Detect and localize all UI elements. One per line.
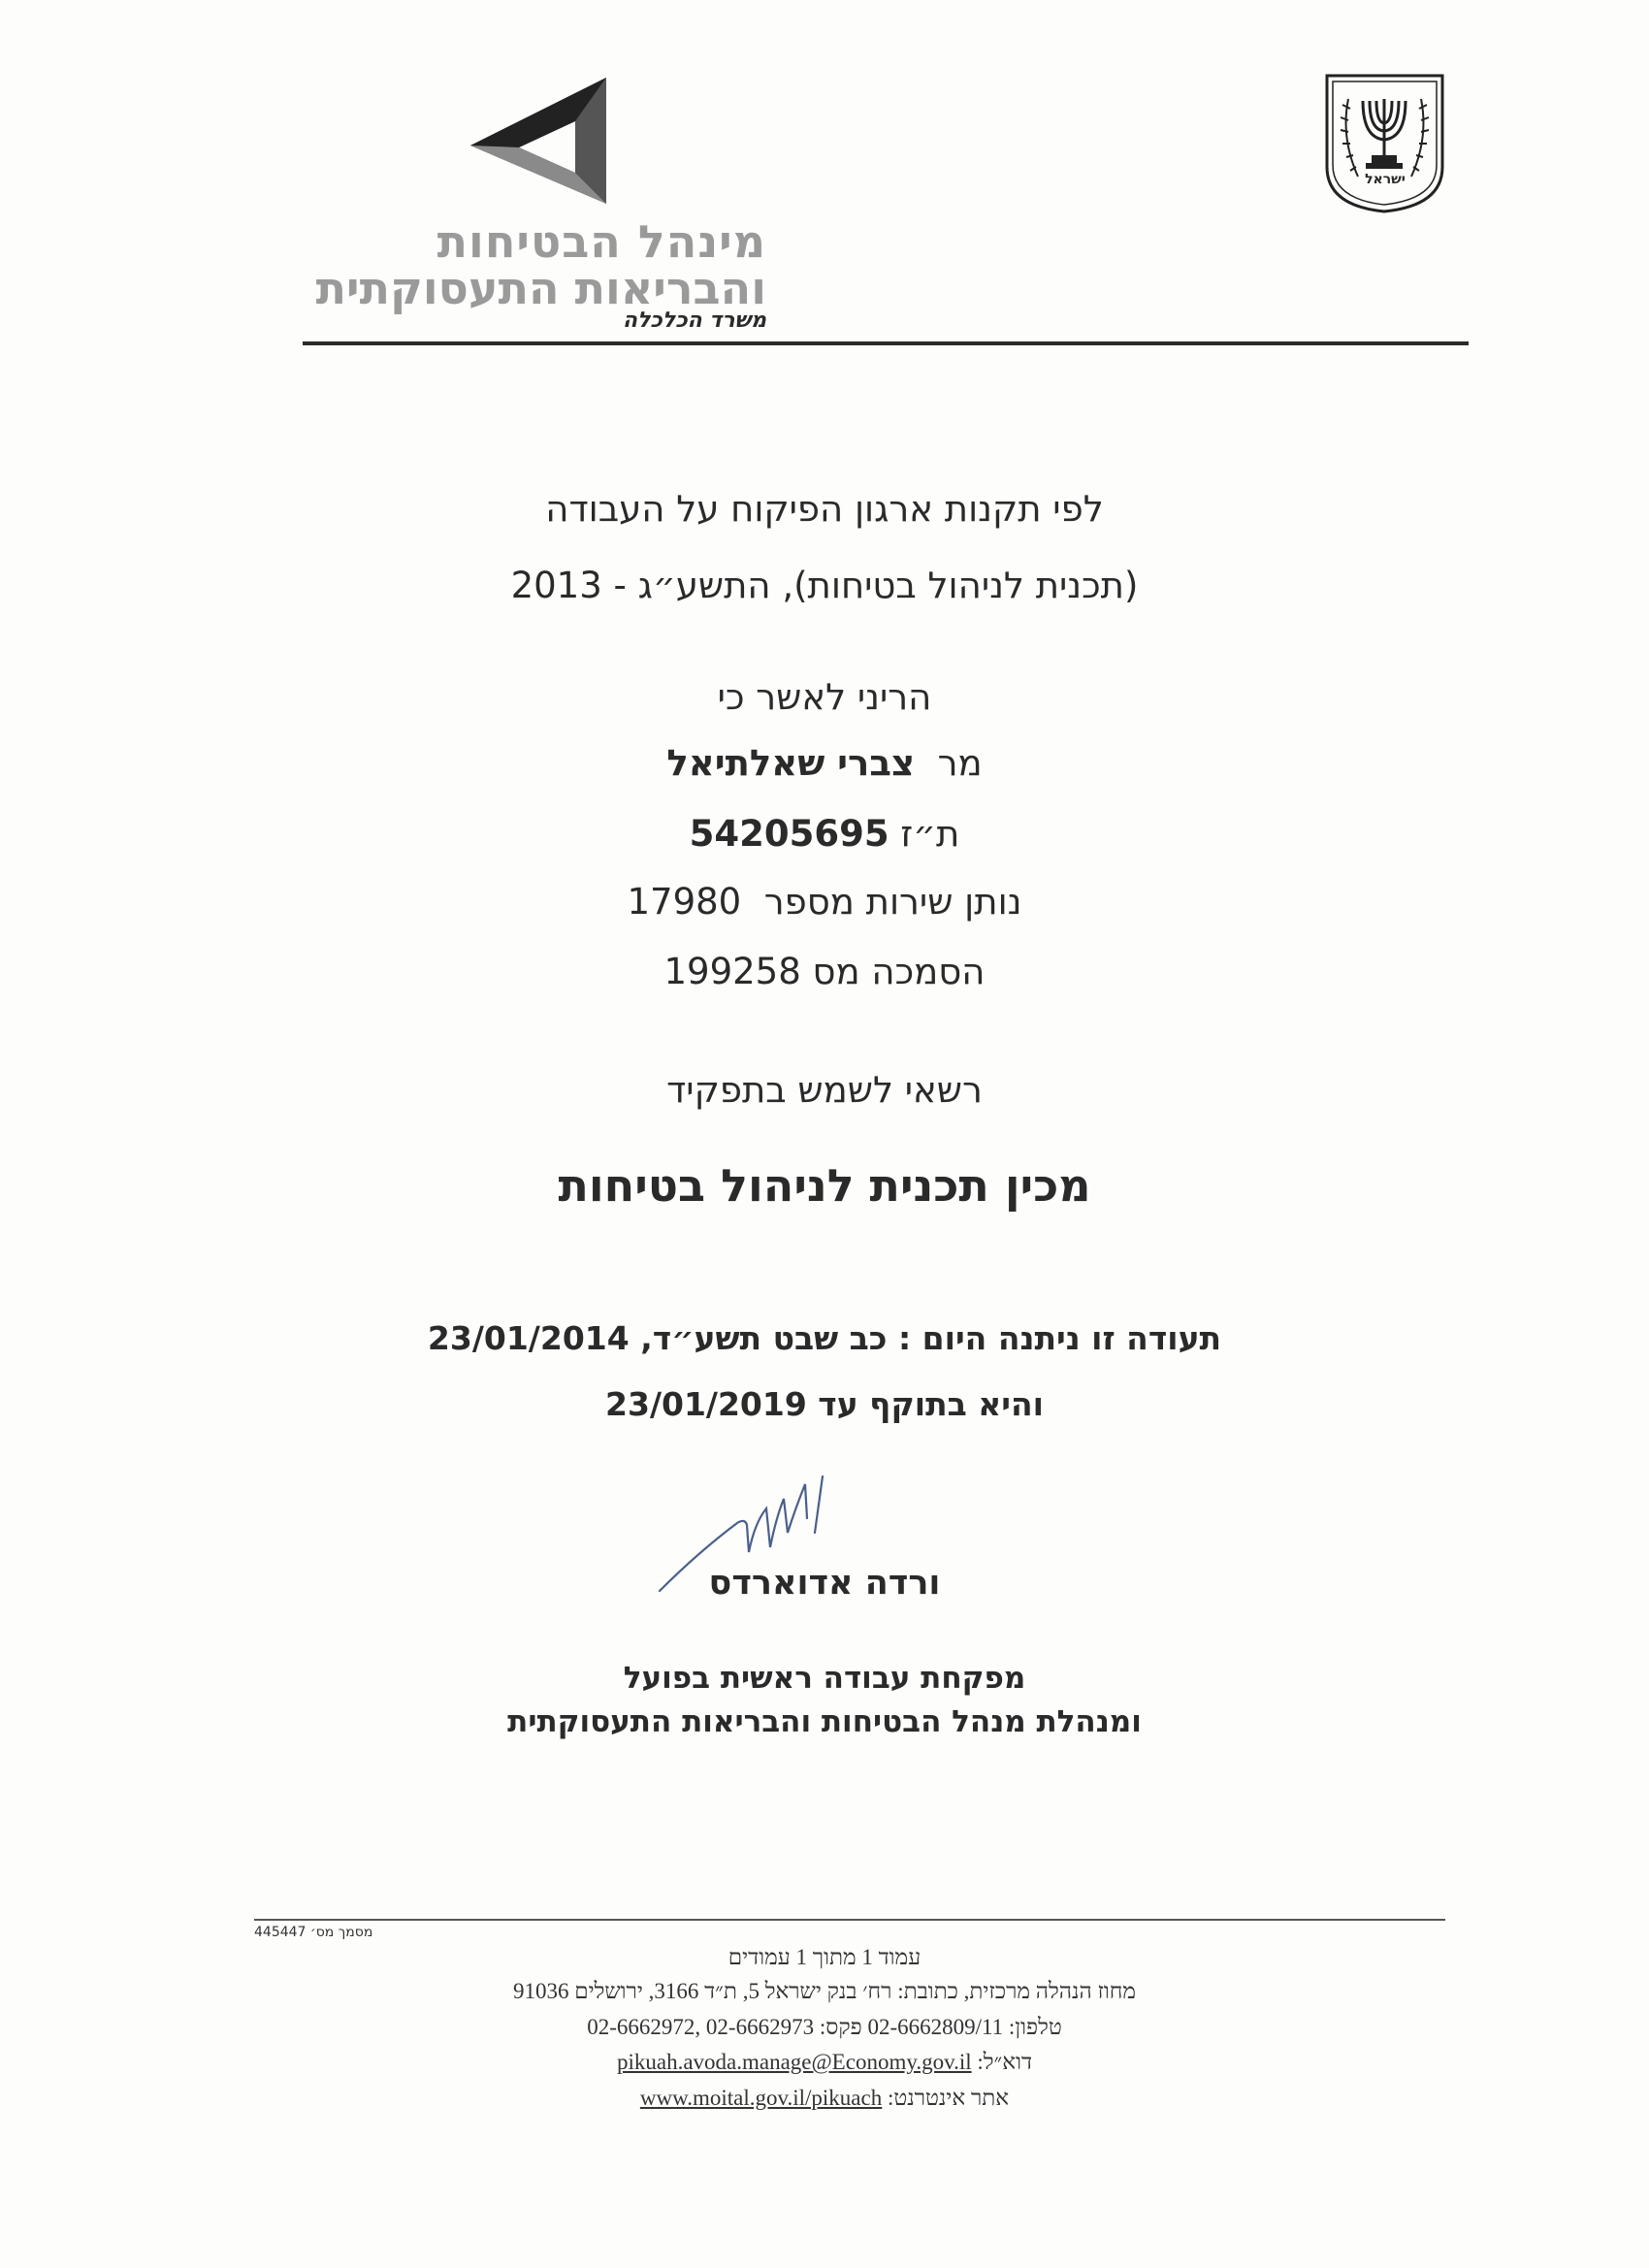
fax-value: 02-6662972, 02-6662973 xyxy=(587,2015,815,2039)
office-address: מחוז הנהלה מרכזית, כתובת: רח׳ בנק ישראל 5, ת״ד 3166, ירושלים 91036 xyxy=(512,1979,1136,2003)
license-prefix: הסמכה מס xyxy=(812,951,986,992)
role-title: מכין תכנית לניהול בטיחות xyxy=(558,1159,1091,1212)
service-number: 17980 xyxy=(627,881,742,923)
license-number: 199258 xyxy=(663,951,801,992)
holder-name: צברי שאלתיאל xyxy=(666,742,916,784)
holder-id-row xyxy=(0,813,1649,855)
signer-name: ורדה אדוארדס xyxy=(708,1564,941,1603)
document-number: מסמך מס׳ 445447 xyxy=(254,1925,373,1940)
phone-fax-row xyxy=(0,2015,1649,2040)
certify-text: הריני לאשר כי xyxy=(717,676,932,718)
regulation-line-1: לפי תקנות ארגון הפיקוח על העבודה xyxy=(545,488,1104,530)
footer-divider xyxy=(254,1919,1445,1921)
signer-title-line2: ומנהלת מנהל הבטיחות והבריאות התעסוקתית xyxy=(507,1704,1142,1739)
header-divider xyxy=(303,341,1469,345)
id-number: 54205695 xyxy=(689,813,889,855)
id-prefix: ת״ז xyxy=(900,813,960,855)
email-label: דוא״ל: xyxy=(977,2050,1033,2074)
signer-title-line1: מפקחת עבודה ראשית בפועל xyxy=(623,1661,1026,1696)
service-provider-row xyxy=(0,881,1649,923)
valid-until: והיא בתוקף עד 23/01/2019 xyxy=(605,1385,1044,1423)
logo-text-line1: מינהל הבטיחות xyxy=(436,215,766,268)
holder-name-row xyxy=(0,742,1649,784)
emblem-label: ישראל xyxy=(1365,172,1406,187)
ministry-name: משרד הכלכלה xyxy=(623,308,766,333)
osh-logo-icon xyxy=(461,68,616,213)
logo-text-line2: והבריאות התעסוקתית xyxy=(315,262,766,314)
service-prefix: נותן שירות מספר xyxy=(763,881,1022,923)
email-row xyxy=(0,2050,1649,2075)
website-label: אתר אינטרנט: xyxy=(887,2086,1010,2110)
page-info: עמוד 1 מתוך 1 עמודים xyxy=(728,1945,922,1969)
holder-prefix: מר xyxy=(937,742,983,784)
issue-date: תעודה זו ניתנה היום : כב שבט תשע״ד, 23/01/2014 xyxy=(427,1319,1222,1357)
regulation-line-2: (תכנית לניהול בטיחות), התשע״ג - 2013 xyxy=(510,565,1139,606)
state-emblem-icon xyxy=(1319,70,1450,215)
phone-label: טלפון: xyxy=(1008,2015,1062,2039)
website-row xyxy=(0,2086,1649,2111)
authorized-text: רשאי לשמש בתפקיד xyxy=(666,1069,983,1111)
license-row xyxy=(0,951,1649,992)
website-link[interactable]: www.moital.gov.il/pikuach xyxy=(639,2086,883,2110)
email-link[interactable]: pikuah.avoda.manage@Economy.gov.il xyxy=(616,2050,972,2074)
fax-label: פקס: xyxy=(819,2015,862,2039)
phone-value: 02-6662809/11 xyxy=(867,2015,1004,2039)
